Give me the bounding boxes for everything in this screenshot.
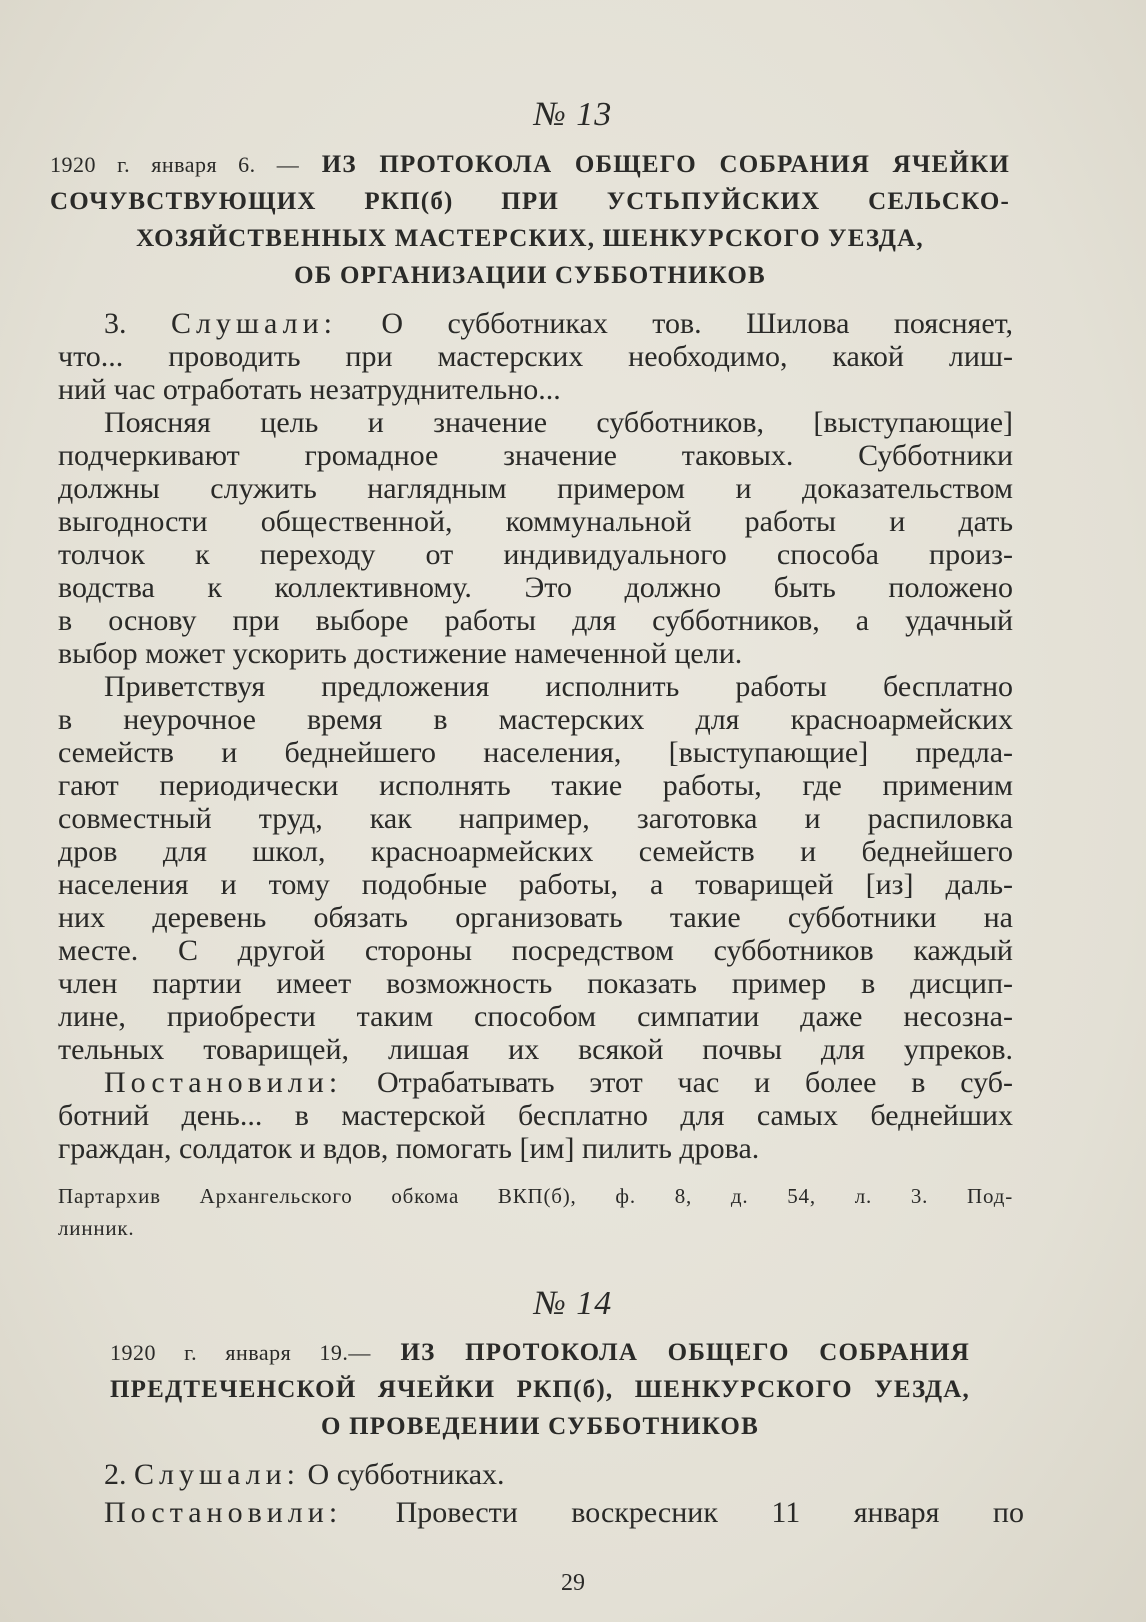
- text-line: подчеркивают громадное значение таковых. Субботники: [58, 439, 1013, 472]
- heading-text: ИЗ ПРОТОКОЛА ОБЩЕГО СОБРАНИЯ: [370, 1339, 970, 1366]
- section-label: Слушали:: [170, 307, 337, 340]
- text-line: них деревень обязать организовать такие субботники на: [58, 901, 1013, 934]
- heading-line: СОЧУВСТВУЮЩИХ РКП(б) ПРИ УСТЬПУЙСКИХ СЕЛЬСКО-: [50, 188, 1010, 215]
- text-line: ботний день... в мастерской бесплатно для самых беднейших: [58, 1099, 1013, 1132]
- text-line: месте. С другой стороны посредством субботников каждый: [58, 934, 1013, 967]
- text-line: выгодности общественной, коммунальной работы и дать: [58, 505, 1013, 538]
- text-line: семейств и беднейшего населения, [выступающие] предла-: [58, 736, 1013, 769]
- heading-date: 1920 г. января 6. —: [50, 152, 300, 177]
- document-number: № 13: [533, 96, 613, 133]
- text-line: [104, 1494, 1024, 1532]
- text-line: что... проводить при мастерских необходимо, какой лиш-: [58, 340, 1013, 373]
- section-label: Постановили:: [104, 1496, 343, 1529]
- source-line: линник.: [58, 1216, 135, 1240]
- document-heading: [50, 146, 1010, 294]
- text-line: ний час отработать незатруднительно...: [58, 373, 561, 406]
- text-line: [104, 1456, 1024, 1494]
- document-heading: [110, 1334, 970, 1445]
- text-line: в основу при выборе работы для субботников, а удачный: [58, 604, 1013, 637]
- text-line: выбор может ускорить достижение намеченной цели.: [58, 637, 743, 670]
- text-line: Поясняя цель и значение субботников, [выступающие]: [104, 406, 1013, 439]
- heading-line: ОБ ОРГАНИЗАЦИИ СУББОТНИКОВ: [294, 262, 766, 289]
- section-label: Слушали:: [134, 1458, 301, 1491]
- heading-date: 1920 г. января 19.—: [110, 1340, 371, 1365]
- text-line: [58, 307, 1013, 340]
- line-text: О субботниках.: [300, 1458, 505, 1491]
- text-line: дров для школ, красноармейских семейств и беднейшего: [58, 835, 1013, 868]
- item-number: 2.: [104, 1458, 134, 1491]
- heading-line: [110, 1334, 970, 1371]
- archive-source: [58, 1180, 1013, 1244]
- heading-line: ХОЗЯЙСТВЕННЫХ МАСТЕРСКИХ, ШЕНКУРСКОГО УЕЗДА,: [136, 225, 924, 252]
- text-line: населения и тому подобные работы, а товарищей [из] даль-: [58, 868, 1013, 901]
- text-line: член партии имеет возможность показать пример в дисцип-: [58, 967, 1013, 1000]
- text-line: [58, 1066, 1013, 1099]
- text-line: должны служить наглядным примером и доказательством: [58, 472, 1013, 505]
- line-text: Отрабатывать этот час и более в суб-: [342, 1066, 1013, 1099]
- text-line: лине, приобрести таким способом симпатии даже несозна-: [58, 1000, 1013, 1033]
- heading-line: ПРЕДТЕЧЕНСКОЙ ЯЧЕЙКИ РКП(б), ШЕНКУРСКОГО УЕЗДА,: [110, 1376, 970, 1403]
- document-body: [104, 1456, 1024, 1532]
- source-line: Партархив Архангельского обкома ВКП(б), ф. 8, д. 54, л. 3. Под-: [58, 1184, 1013, 1208]
- section-label: Постановили:: [104, 1066, 343, 1099]
- heading-text: ИЗ ПРОТОКОЛА ОБЩЕГО СОБРАНИЯ ЯЧЕЙКИ: [299, 151, 1010, 178]
- line-text: Провести воскресник 11 января по: [342, 1496, 1024, 1529]
- text-line: Приветствуя предложения исполнить работы бесплатно: [104, 670, 1013, 703]
- text-line: в неурочное время в мастерских для красноармейских: [58, 703, 1013, 736]
- heading-line: О ПРОВЕДЕНИИ СУББОТНИКОВ: [321, 1413, 759, 1440]
- document-body: [58, 307, 1013, 1165]
- text-line: совместный труд, как например, заготовка и распиловка: [58, 802, 1013, 835]
- text-line: толчок к переходу от индивидуального способа произ-: [58, 538, 1013, 571]
- text-line: тельных товарищей, лишая их всякой почвы для упреков.: [58, 1033, 1013, 1066]
- text-line: граждан, солдаток и вдов, помогать [им] пилить дрова.: [58, 1132, 760, 1165]
- text-line: гают периодически исполнять такие работы, где применим: [58, 769, 1013, 802]
- document-number: № 14: [533, 1285, 613, 1322]
- heading-line: [50, 146, 1010, 183]
- item-number: 3.: [104, 307, 171, 340]
- page-number: 29: [561, 1570, 585, 1596]
- line-text: О субботниках тов. Шилова поясняет,: [336, 307, 1013, 340]
- text-line: водства к коллективному. Это должно быть положено: [58, 571, 1013, 604]
